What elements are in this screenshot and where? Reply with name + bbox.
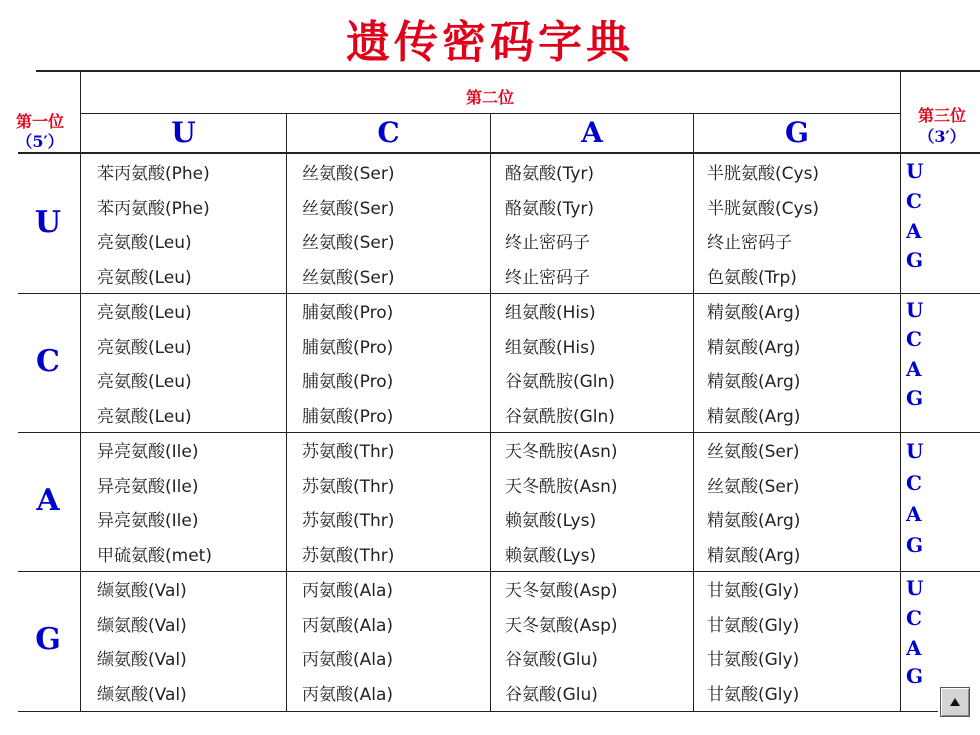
codon-cell: 丙氨酸(Ala) xyxy=(302,615,394,636)
codon-cell: 丙氨酸(Ala) xyxy=(302,650,394,670)
codon-cell: 丙氨酸(Ala) xyxy=(302,684,394,705)
codon-cell: 甘氨酸(Gly) xyxy=(707,581,800,601)
codon-cell: 精氨酸(Arg) xyxy=(707,511,801,531)
column-rule xyxy=(490,113,491,711)
scroll-up-button[interactable] xyxy=(940,687,970,717)
third-position-base: A xyxy=(906,357,922,381)
third-position-base: G xyxy=(906,664,924,688)
codon-cell: 酪氨酸(Tyr) xyxy=(505,198,595,219)
codon-cell: 谷氨酸(Glu) xyxy=(505,684,598,705)
codon-cell: 精氨酸(Arg) xyxy=(707,337,801,358)
third-position-base: G xyxy=(906,248,924,272)
codon-cell: 色氨酸(Trp) xyxy=(707,267,797,288)
third-position-base: G xyxy=(906,533,924,557)
third-position-base: G xyxy=(906,386,924,410)
codon-cell: 亮氨酸(Leu) xyxy=(97,267,192,288)
third-position-direction: （3′） xyxy=(918,127,966,146)
codon-cell: 精氨酸(Arg) xyxy=(707,545,801,566)
codon-cell: 苏氨酸(Thr) xyxy=(302,511,395,531)
codon-cell: 天冬酰胺(Asn) xyxy=(505,476,618,497)
column-rule xyxy=(80,70,81,711)
codon-cell: 终止密码子 xyxy=(505,267,590,288)
third-position-label: 第三位 xyxy=(917,106,966,125)
codon-cell: 异亮氨酸(Ile) xyxy=(97,511,199,531)
codon-cell: 组氨酸(His) xyxy=(505,337,596,358)
codon-cell: 精氨酸(Arg) xyxy=(707,372,801,392)
codon-cell: 甲硫氨酸(met) xyxy=(97,545,212,566)
codon-cell: 缬氨酸(Val) xyxy=(97,684,187,705)
first-position-label: 第一位 xyxy=(15,112,64,131)
third-position-base: C xyxy=(906,471,922,495)
second-position-label: 第二位 xyxy=(465,88,514,107)
row-header-c: C xyxy=(36,344,60,379)
codon-cell: 脯氨酸(Pro) xyxy=(302,406,394,427)
codon-cell: 脯氨酸(Pro) xyxy=(302,303,394,323)
codon-cell: 亮氨酸(Leu) xyxy=(97,233,192,253)
codon-cell: 亮氨酸(Leu) xyxy=(97,372,192,392)
row-header-a: A xyxy=(36,483,60,518)
codon-cell: 精氨酸(Arg) xyxy=(707,406,801,427)
codon-cell: 丙氨酸(Ala) xyxy=(302,581,394,601)
codon-cell: 脯氨酸(Pro) xyxy=(302,337,394,358)
third-position-base: U xyxy=(906,576,924,600)
third-position-base: C xyxy=(906,189,922,213)
third-position-base: A xyxy=(906,502,922,526)
column-header-c: C xyxy=(377,116,400,149)
codon-cell: 天冬酰胺(Asn) xyxy=(505,442,618,462)
third-position-base: U xyxy=(906,159,924,183)
codon-cell: 天冬氨酸(Asp) xyxy=(505,615,618,636)
third-position-base: A xyxy=(906,219,922,243)
third-position-base: C xyxy=(906,327,922,351)
codon-cell: 谷氨酰胺(Gln) xyxy=(505,406,615,427)
column-header-u: U xyxy=(171,116,196,149)
column-header-a: A xyxy=(581,116,603,149)
codon-cell: 谷氨酰胺(Gln) xyxy=(505,372,615,392)
codon-cell: 缬氨酸(Val) xyxy=(97,615,187,636)
codon-cell: 脯氨酸(Pro) xyxy=(302,372,394,392)
codon-cell: 苯丙氨酸(Phe) xyxy=(97,164,210,184)
third-position-base: A xyxy=(906,636,922,660)
third-position-base: U xyxy=(906,298,924,322)
third-position-base: C xyxy=(906,606,922,630)
codon-cell: 缬氨酸(Val) xyxy=(97,581,187,601)
row-header-g: G xyxy=(35,622,61,657)
table-top-rule xyxy=(36,70,980,72)
codon-cell: 异亮氨酸(Ile) xyxy=(97,476,199,497)
codon-cell: 异亮氨酸(Ile) xyxy=(97,442,199,462)
codon-cell: 甘氨酸(Gly) xyxy=(707,615,800,636)
codon-cell: 苏氨酸(Thr) xyxy=(302,442,395,462)
codon-cell: 亮氨酸(Leu) xyxy=(97,303,192,323)
codon-cell: 苯丙氨酸(Phe) xyxy=(97,198,210,219)
page-title: 遗传密码字典 xyxy=(346,17,634,68)
codon-cell: 组氨酸(His) xyxy=(505,303,596,323)
column-header-g: G xyxy=(785,116,809,149)
up-arrow-icon xyxy=(949,697,961,707)
codon-cell: 天冬氨酸(Asp) xyxy=(505,581,618,601)
codon-cell: 酪氨酸(Tyr) xyxy=(505,164,595,184)
codon-cell: 甘氨酸(Gly) xyxy=(707,650,800,670)
codon-cell: 丝氨酸(Ser) xyxy=(707,442,800,462)
column-rule xyxy=(900,70,901,711)
codon-cell: 终止密码子 xyxy=(505,233,590,253)
codon-cell: 缬氨酸(Val) xyxy=(97,650,187,670)
column-rule xyxy=(693,113,694,711)
codon-cell: 终止密码子 xyxy=(707,233,792,253)
codon-cell: 精氨酸(Arg) xyxy=(707,303,801,323)
codon-cell: 亮氨酸(Leu) xyxy=(97,337,192,358)
codon-cell: 丝氨酸(Ser) xyxy=(302,198,395,219)
codon-cell: 苏氨酸(Thr) xyxy=(302,545,395,566)
codon-cell: 丝氨酸(Ser) xyxy=(302,267,395,288)
codon-cell: 丝氨酸(Ser) xyxy=(302,164,395,184)
third-position-base: U xyxy=(906,439,924,463)
codon-cell: 赖氨酸(Lys) xyxy=(505,511,597,531)
codon-cell: 甘氨酸(Gly) xyxy=(707,684,800,705)
codon-cell: 谷氨酸(Glu) xyxy=(505,650,598,670)
row-header-u: U xyxy=(34,205,62,240)
codon-cell: 丝氨酸(Ser) xyxy=(302,233,395,253)
codon-cell: 赖氨酸(Lys) xyxy=(505,545,597,566)
first-position-direction: （5′） xyxy=(16,132,64,151)
codon-cell: 半胱氨酸(Cys) xyxy=(707,198,820,219)
codon-cell: 半胱氨酸(Cys) xyxy=(707,164,820,184)
header-bottom-rule xyxy=(18,152,980,154)
column-rule xyxy=(286,113,287,711)
codon-cell: 苏氨酸(Thr) xyxy=(302,476,395,497)
codon-cell: 丝氨酸(Ser) xyxy=(707,476,800,497)
codon-cell: 亮氨酸(Leu) xyxy=(97,406,192,427)
